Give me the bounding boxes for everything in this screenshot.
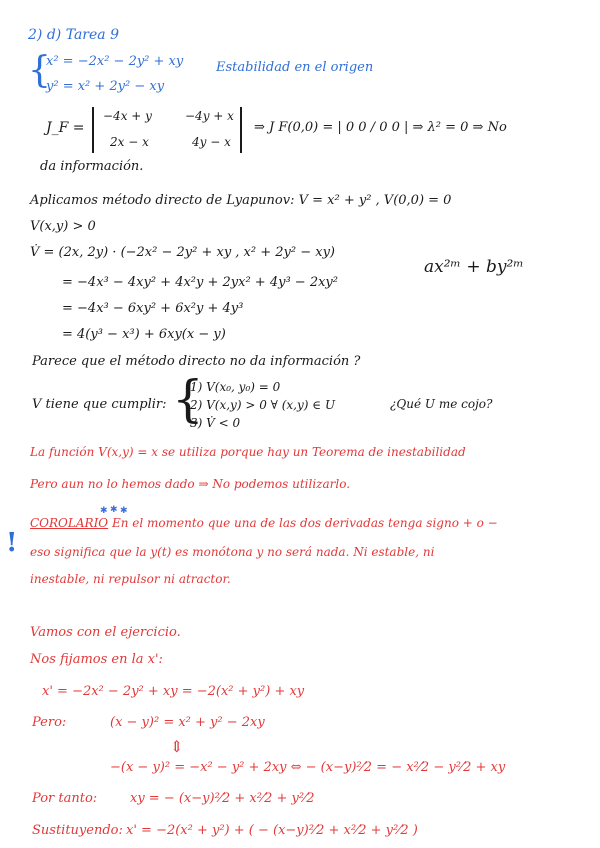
matrix-right-bar [240,107,242,153]
vdot-line-4: = 4(y³ − x³) + 6xy(x − y) [62,327,226,342]
sustituyendo-label: Sustituyendo: [32,823,123,838]
requirements-label: V tiene que cumplir: [32,397,167,412]
red-note-1: La función V(x,y) = x se utiliza porque hay un Teorema de inestabilidad [30,445,466,459]
jacobian-m12: −4y + x [185,109,234,123]
exercise-line-6: −(x − y)² = −x² − y² + 2xy ⇔ − (x−y)²⁄2 = − x²⁄2 − y²⁄2 + xy [110,760,506,775]
exercise-line-1: Vamos con el ejercicio. [30,625,181,640]
side-formula: ax²ᵐ + by²ᵐ [424,257,524,277]
jacobian-conclusion-cont: da información. [40,159,144,174]
jacobian-m11: −4x + y [103,109,152,123]
red-note-2: Pero aun no lo hemos dado ⇒ No podemos utilizarlo. [30,477,351,491]
requirement-3: 3) V̇ < 0 [190,416,241,430]
exclamation-icon: ! [6,528,18,558]
requirement-1: 1) V(x₀, y₀) = 0 [190,380,281,394]
vdot-line-2: = −4x³ − 4xy² + 4x²y + 2yx² + 4y³ − 2xy² [62,275,338,290]
matrix-left-bar [92,107,94,153]
system-eq-1: x² = −2x² − 2y² + xy [46,54,184,69]
exercise-line-8: x' = −2(x² + y²) + ( − (x−y)²⁄2 + x²⁄2 + y²⁄2 ) [126,823,418,838]
por-tanto-label: Por tanto: [32,791,98,806]
vdot-line-3: = −4x³ − 6xy² + 6x²y + 4y³ [62,301,244,316]
requirement-2: 2) V(x,y) > 0 ∀ (x,y) ∈ U [190,398,336,412]
exercise-line-7: xy = − (x−y)²⁄2 + x²⁄2 + y²⁄2 [130,791,315,806]
jacobian-m22: 4y − x [192,135,231,149]
exercise-line-3: x' = −2x² − 2y² + xy = −2(x² + y²) + xy [42,684,305,699]
jacobian-m21: 2x − x [110,135,149,149]
pero-label: Pero: [32,715,67,730]
jacobian-conclusion: ⇒ J F(0,0) = | 0 0 / 0 0 | ⇒ λ² = 0 ⇒ No [254,120,507,135]
requirements-question: ¿Qué U me cojo? [390,397,493,411]
page-title: 2) d) Tarea 9 [28,27,119,43]
stability-note: Estabilidad en el origen [216,60,374,75]
system-brace: { [28,50,51,91]
star-icon: ✱ [100,506,108,516]
corolario-label: COROLARIO [30,516,109,530]
lyapunov-positivity: V(x,y) > 0 [30,219,96,234]
lyapunov-question: Parece que el método directo no da información ? [32,354,361,369]
corolario-text: En el momento que una de las dos derivadas tenga signo + o − [111,516,498,530]
exercise-line-2: Nos fijamos en la x': [30,652,163,667]
jacobian-label: J_F = [46,120,85,136]
lyapunov-intro: Aplicamos método directo de Lyapunov: V = x² + y² , V(0,0) = 0 [30,193,452,208]
star-icon: ✱ [110,505,118,515]
requirements-brace: { [172,370,204,428]
corolario-line-2: eso significa que la y(t) es monótona y no será nada. Ni estable, ni [30,545,435,559]
corolario-line-1 [30,517,498,530]
equivalence-arrow-icon: ⇕ [170,737,184,756]
vdot-line-1: V̇ = (2x, 2y) · (−2x² − 2y² + xy , x² + 2y² − xy) [30,245,335,260]
corolario-line-3: inestable, ni repulsor ni atractor. [30,572,231,586]
exercise-line-4: (x − y)² = x² + y² − 2xy [110,715,265,730]
star-icon: ✱ [120,506,128,516]
system-eq-2: y² = x² + 2y² − xy [46,79,165,94]
